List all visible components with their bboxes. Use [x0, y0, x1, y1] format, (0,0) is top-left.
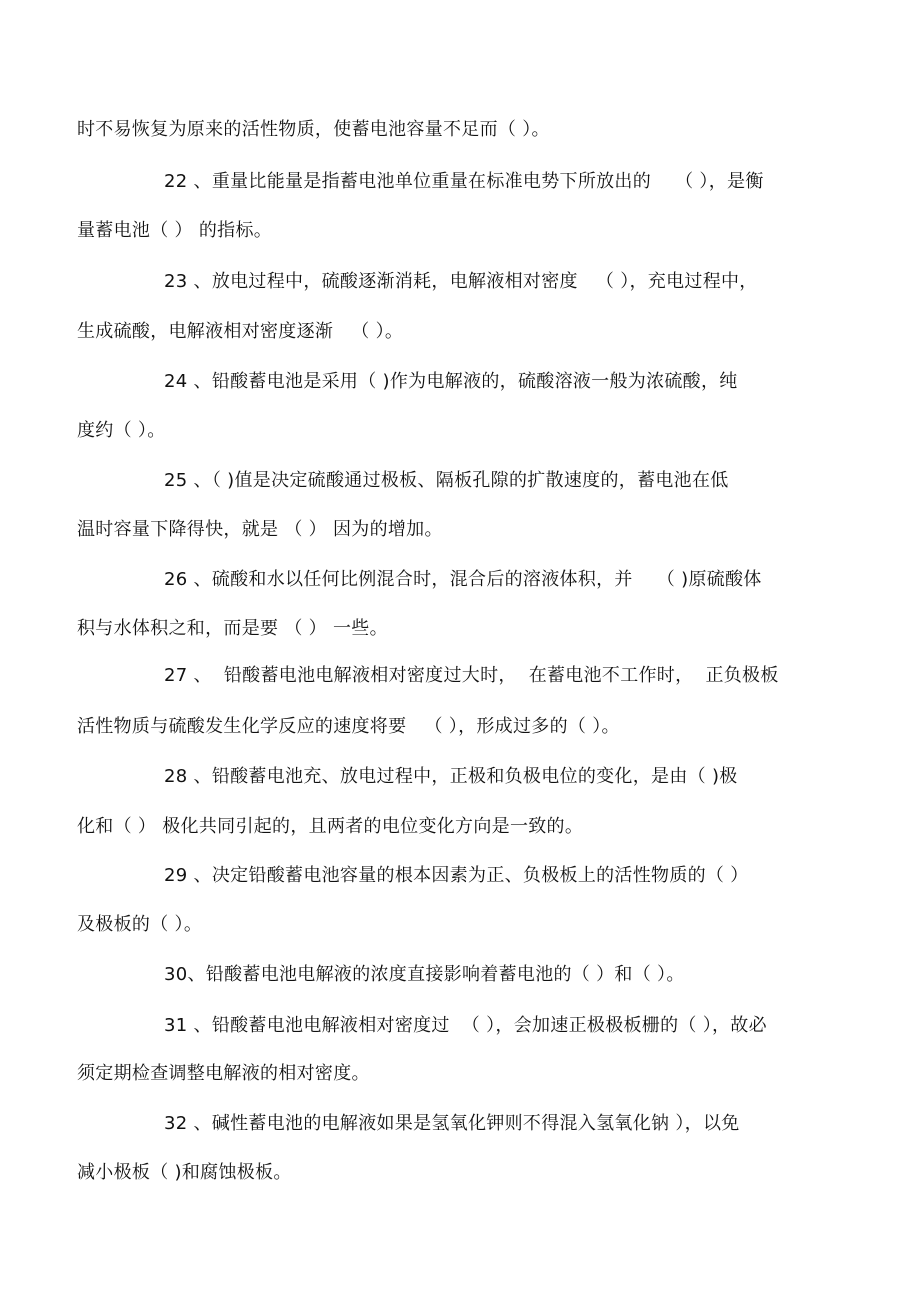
question-31-line-1: 31 、铅酸蓄电池电解液相对密度过 （ ），会加速正极极板栅的（ ），故必 [164, 1015, 767, 1036]
question-28-line-2: 化和（ ） 极化共同引起的，且两者的电位变化方向是一致的。 [77, 816, 584, 837]
question-32-line-1: 32 、碱性蓄电池的电解液如果是氢氧化钾则不得混入氢氧化钠 ），以免 [164, 1113, 740, 1134]
question-24-line-1: 24 、铅酸蓄电池是采用（ )作为电解液的，硫酸溶液一般为浓硫酸，纯 [164, 371, 738, 392]
question-25-line-2: 温时容量下降得快，就是 （ ） 因为的增加。 [77, 519, 443, 540]
question-27-line-2: 活性物质与硫酸发生化学反应的速度将要 （ ），形成过多的（ ）。 [77, 716, 620, 737]
question-28-line-1: 28 、铅酸蓄电池充、放电过程中，正极和负极电位的变化，是由（ )极 [164, 766, 738, 787]
question-32-line-2: 减小极板（ )和腐蚀极板。 [77, 1162, 292, 1183]
question-31-line-2: 须定期检查调整电解液的相对密度。 [77, 1063, 370, 1084]
question-26-line-2: 积与水体积之和，而是要 （ ） 一些。 [77, 618, 388, 639]
question-23-line-1: 23 、放电过程中，硫酸逐渐消耗，电解液相对密度 （ ），充电过程中， [164, 271, 758, 292]
question-24-line-2: 度约（ ）。 [77, 420, 166, 441]
question-25-line-1: 25 、（ )值是决定硫酸通过极板、隔板孔隙的扩散速度的，蓄电池在低 [164, 470, 729, 491]
question-22-line-2: 量蓄电池（ ） 的指标。 [77, 220, 273, 241]
text-line: 时不易恢复为原来的活性物质，使蓄电池容量不足而（ ）。 [77, 119, 550, 140]
question-29-line-1: 29 、决定铅酸蓄电池容量的根本因素为正、负极板上的活性物质的（ ） [164, 865, 749, 886]
question-23-line-2: 生成硫酸，电解液相对密度逐渐 （ ）。 [77, 321, 404, 342]
question-27-line-1: 27 、 铅酸蓄电池电解液相对密度过大时， 在蓄电池不工作时， 正负极板 [164, 665, 779, 686]
question-30-line-1: 30、铅酸蓄电池电解液的浓度直接影响着蓄电池的（ ）和（ ）。 [164, 964, 685, 985]
question-26-line-1: 26 、硫酸和水以任何比例混合时，混合后的溶液体积，并 （ )原硫酸体 [164, 569, 762, 590]
question-22-line-1: 22 、重量比能量是指蓄电池单位重量在标准电势下所放出的 （ ），是衡 [164, 171, 764, 192]
question-29-line-2: 及极板的（ ）。 [77, 914, 203, 935]
